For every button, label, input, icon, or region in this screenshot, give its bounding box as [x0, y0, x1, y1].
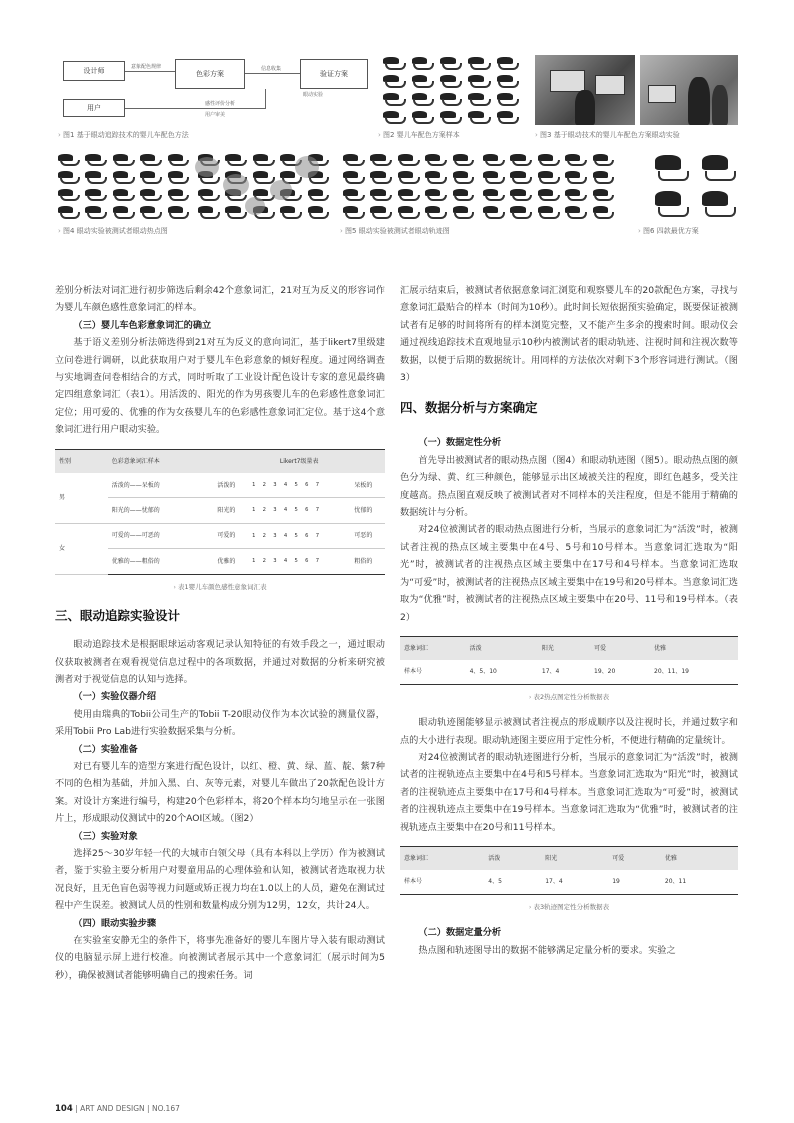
journal-name: ART AND DESIGN — [80, 1104, 145, 1113]
paragraph: 首先导出被测试者的眼动热点图（图4）和眼动轨迹图（图5）。眼动热点图的颜色分为绿、黄、红三种颜色，能够显示出区域被关注的程度，即红色越多，受关注度越高。热点图直观反映了被测试者对不同样本的关注程度，但是不能用于精确的数据统计与分析。 — [400, 454, 738, 519]
figure-3-caption: › 图3 基于眼动技术的婴儿车配色方案眼动实验 — [535, 130, 680, 140]
table-row: 阳光的——忧郁的 阳光的 1 2 3 4 5 6 7 忧郁的 — [55, 498, 385, 523]
figure-6-caption: › 图6 四款最优方案 — [638, 226, 699, 236]
figure-3-photo-left — [535, 55, 635, 125]
paragraph: 热点图和轨迹图导出的数据不能够满足定量分析的要求。实验之 — [418, 944, 676, 956]
figure-4-caption: › 图4 眼动实验被测试者眼动热点图 — [58, 226, 168, 236]
box-designer: 设计师 — [63, 61, 125, 81]
figure-3-photo-right — [640, 55, 738, 125]
paragraph: 基于语义差别分析法筛选得到21对互为反义的意向词汇，基于likert7里级建立问卷进行调研，以此获取用户对于婴儿车色彩意象的倾好程度。通过网络调查与实地调查问卷相结合的方式，同时听取了工业设计配色设计专家的意见最终确定四组意象词汇（表1）。用活泼的、阳光的作为男孩婴儿车的色彩感性意象词汇定位；用可爱的、优雅的作为女孩婴儿车的色彩感性意象词汇定位。基于这4个意象词汇进行用户眼动实验。 — [55, 337, 385, 436]
subheading: （三）实验对象 — [73, 830, 138, 842]
paragraph: 使用由瑞典的Tobii公司生产的Tobii T-20眼动仪作为本次试验的测量仪器，采用Tobii Pro Lab进行实验数据采集与分析。 — [55, 708, 385, 738]
table-row: 女 可爱的——可恶的 可爱的 1 2 3 4 5 6 7 可恶的 — [55, 523, 385, 548]
box-user: 用户 — [63, 99, 125, 117]
table-row: 样本号 4、5、10 17、4 19、20 20、11、19 — [400, 660, 738, 684]
table-row: 男 活泼的——呆板的 活泼的 1 2 3 4 5 6 7 呆板的 — [55, 473, 385, 498]
paragraph: 对已有婴儿车的造型方案进行配色设计，以红、橙、黄、绿、蓝、靛、紫7种不同的色相为基础，并加入黑、白、灰等元素，对婴儿车做出了20款配色设计方案。对设计方案进行编号，构建20个色彩样本，将20个样本均匀地呈示在一张图片上，形成眼动仪测试中的20个AOI区域。（图2） — [55, 760, 385, 825]
note-eye-test: 眼动实验 — [303, 92, 324, 98]
paragraph: 对24位被测试者的眼动热点图进行分析，当展示的意象词汇为“活泼”时，被测试者注视的热点区域主要集中在4号、5号和10号样本。当意象词汇选取为“阳光”时，被测试者的注视热点区域主要集中在17号和4号样本。当意象词汇选取为“可爱”时，被测试者的注视热点区域主要集中在19号和20号样本。当意象词汇选取为“优雅”时，被测试者的注视热点区域主要集中在20号、11号和19号样本。（表2） — [400, 524, 738, 623]
table-row: 优雅的——粗俗的 优雅的 1 2 3 4 5 6 7 粗俗的 — [55, 549, 385, 574]
paragraph: 眼动追踪技术是根据眼球运动客观记录认知特征的有效手段之一，通过眼动仪获取被测者在观看视觉信息过程中的各项数据，并通过对数据的分析来研究被测者对于视觉信息的认知与选择。 — [55, 639, 385, 685]
paragraph: 眼动轨迹图能够显示被测试者注视点的形成顺序以及注视时长，并通过数字和点的大小进行表现。眼动轨迹图主要应用于定性分析，不便进行精确的定量统计。 — [400, 717, 738, 746]
paragraph: 汇展示结束后，被测试者依据意象词汇浏览和观察婴儿车的20款配色方案，寻找与意象词汇最贴合的样本（时间为10秒）。此时间长短依据预实验确定，既要保证被测试者有足够的时间将所有的样本浏览完整，又不能产生多余的搜索时间。眼动仪会通过视线追踪技术直观地显示10秒内被测试者的眼动轨迹、注视时间和注视次数等数据，以便于后期的数据统计。用同样的方法依次对剩下3个形容词进行测试。（图3） — [400, 285, 738, 384]
table-2: 意象词汇 活泼 阳光 可爱 优雅 样本号 4、5、10 17、4 19、20 20、11、19 › 表2热点图定性分析数据表 — [400, 636, 738, 706]
figure-4-heatmap-a — [55, 152, 190, 220]
table-3: 意象词汇 活泼 阳光 可爱 优雅 样本号 4、5 17、4 19 20、11 › 表3轨迹图定性分析数据表 — [400, 846, 738, 916]
note-color-rule: 意象配色规律 — [131, 64, 162, 70]
table-1 — [55, 449, 385, 596]
figure-5-track-b — [480, 152, 615, 220]
page-footer: 104 | ART AND DESIGN | NO.167 — [55, 1104, 180, 1114]
left-column — [55, 282, 385, 984]
table-3-caption: › 表3轨迹图定性分析数据表 — [400, 899, 738, 916]
subheading: （一）实验仪器介绍 — [73, 691, 157, 703]
note-aesthetic: 用户审美 — [205, 112, 226, 118]
figure-5-track-a — [340, 152, 475, 220]
figure-2-samples — [380, 55, 520, 125]
subheading: （二）数据定量分析 — [418, 927, 502, 939]
paragraph: 对24位被测试者的眼动轨迹图进行分析，当展示的意象词汇为“活泼”时，被测试者的注视轨迹点主要集中在4号和5号样本。当意象词汇选取为“阳光”时，被测试者的注视轨迹点主要集中在17号和4号样本。当意象词汇选取为“可爱”时，被测试者的注视轨迹点主要集中在19号样本。当意象词汇选取为“优雅”时，被测试者的注视轨迹点主要集中在20号和11号样本。 — [400, 751, 738, 833]
table-header: Likert7级量表 — [213, 449, 385, 473]
subheading: （三）婴儿车色彩意象词汇的确立 — [73, 319, 212, 331]
section-heading: 四、数据分析与方案确定 — [400, 400, 538, 416]
table-row: 样本号 4、5 17、4 19 20、11 — [400, 870, 738, 894]
table-2-caption: › 表2热点图定性分析数据表 — [400, 689, 738, 706]
figure-6-best-four — [650, 152, 740, 220]
subheading: （四）眼动实验步骤 — [73, 917, 157, 929]
figure-5-caption: › 图5 眼动实验被测试者眼动轨迹图 — [340, 226, 450, 236]
paragraph: 在实验室安静无尘的条件下，将事先准备好的婴儿车图片导入装有眼动测试仪的电脑显示屏上进行校准。向被测试者展示其中一个意象词汇（展示时间为5秒），确保被测试者能够明确自己的搜索任务。词 — [55, 935, 385, 981]
subheading: （二）实验准备 — [73, 743, 138, 755]
box-verify-scheme: 验证方案 — [300, 59, 368, 89]
figure-4-heatmap-b — [195, 152, 330, 220]
note-analysis: 感性评价分析 — [205, 101, 236, 107]
note-info: 信息收集 — [261, 66, 282, 72]
subheading: （一）数据定性分析 — [418, 437, 502, 449]
section-heading: 三、眼动追踪实验设计 — [55, 608, 181, 624]
figure-2-caption: › 图2 婴儿车配色方案样本 — [378, 130, 460, 140]
box-color-scheme: 色彩方案 — [175, 59, 245, 89]
paragraph: 选择25～30岁年轻一代的大城市白领父母（具有本科以上学历）作为被测试者，鉴于实验主要分析用户对婴童用品的心理体验和认知，被测试者选取视力状况良好，且无色盲色弱等视力问题或矫正视力均在1.0以上的人员，避免在测试过程中产生误差。被测试人员的性别和数量构成分别为12男，12女，共计24人。 — [55, 847, 385, 912]
right-column — [400, 282, 738, 959]
figure-1-flowchart — [55, 55, 370, 125]
table-header: 性别 — [55, 449, 108, 473]
paragraph: 差别分析法对词汇进行初步筛选后剩余42个意象词汇，21对互为反义的形容词作为婴儿车颜色感性意象词汇的样本。 — [55, 285, 385, 314]
page-number: 104 — [55, 1104, 73, 1114]
figure-1-caption: › 图1 基于眼动追踪技术的婴儿车配色方法 — [58, 130, 189, 140]
table-1-caption: › 表1婴儿车颜色感性意象词汇表 — [55, 579, 385, 596]
table-header: 色彩意象词汇样本 — [108, 449, 214, 473]
issue-number: NO.167 — [151, 1104, 180, 1113]
